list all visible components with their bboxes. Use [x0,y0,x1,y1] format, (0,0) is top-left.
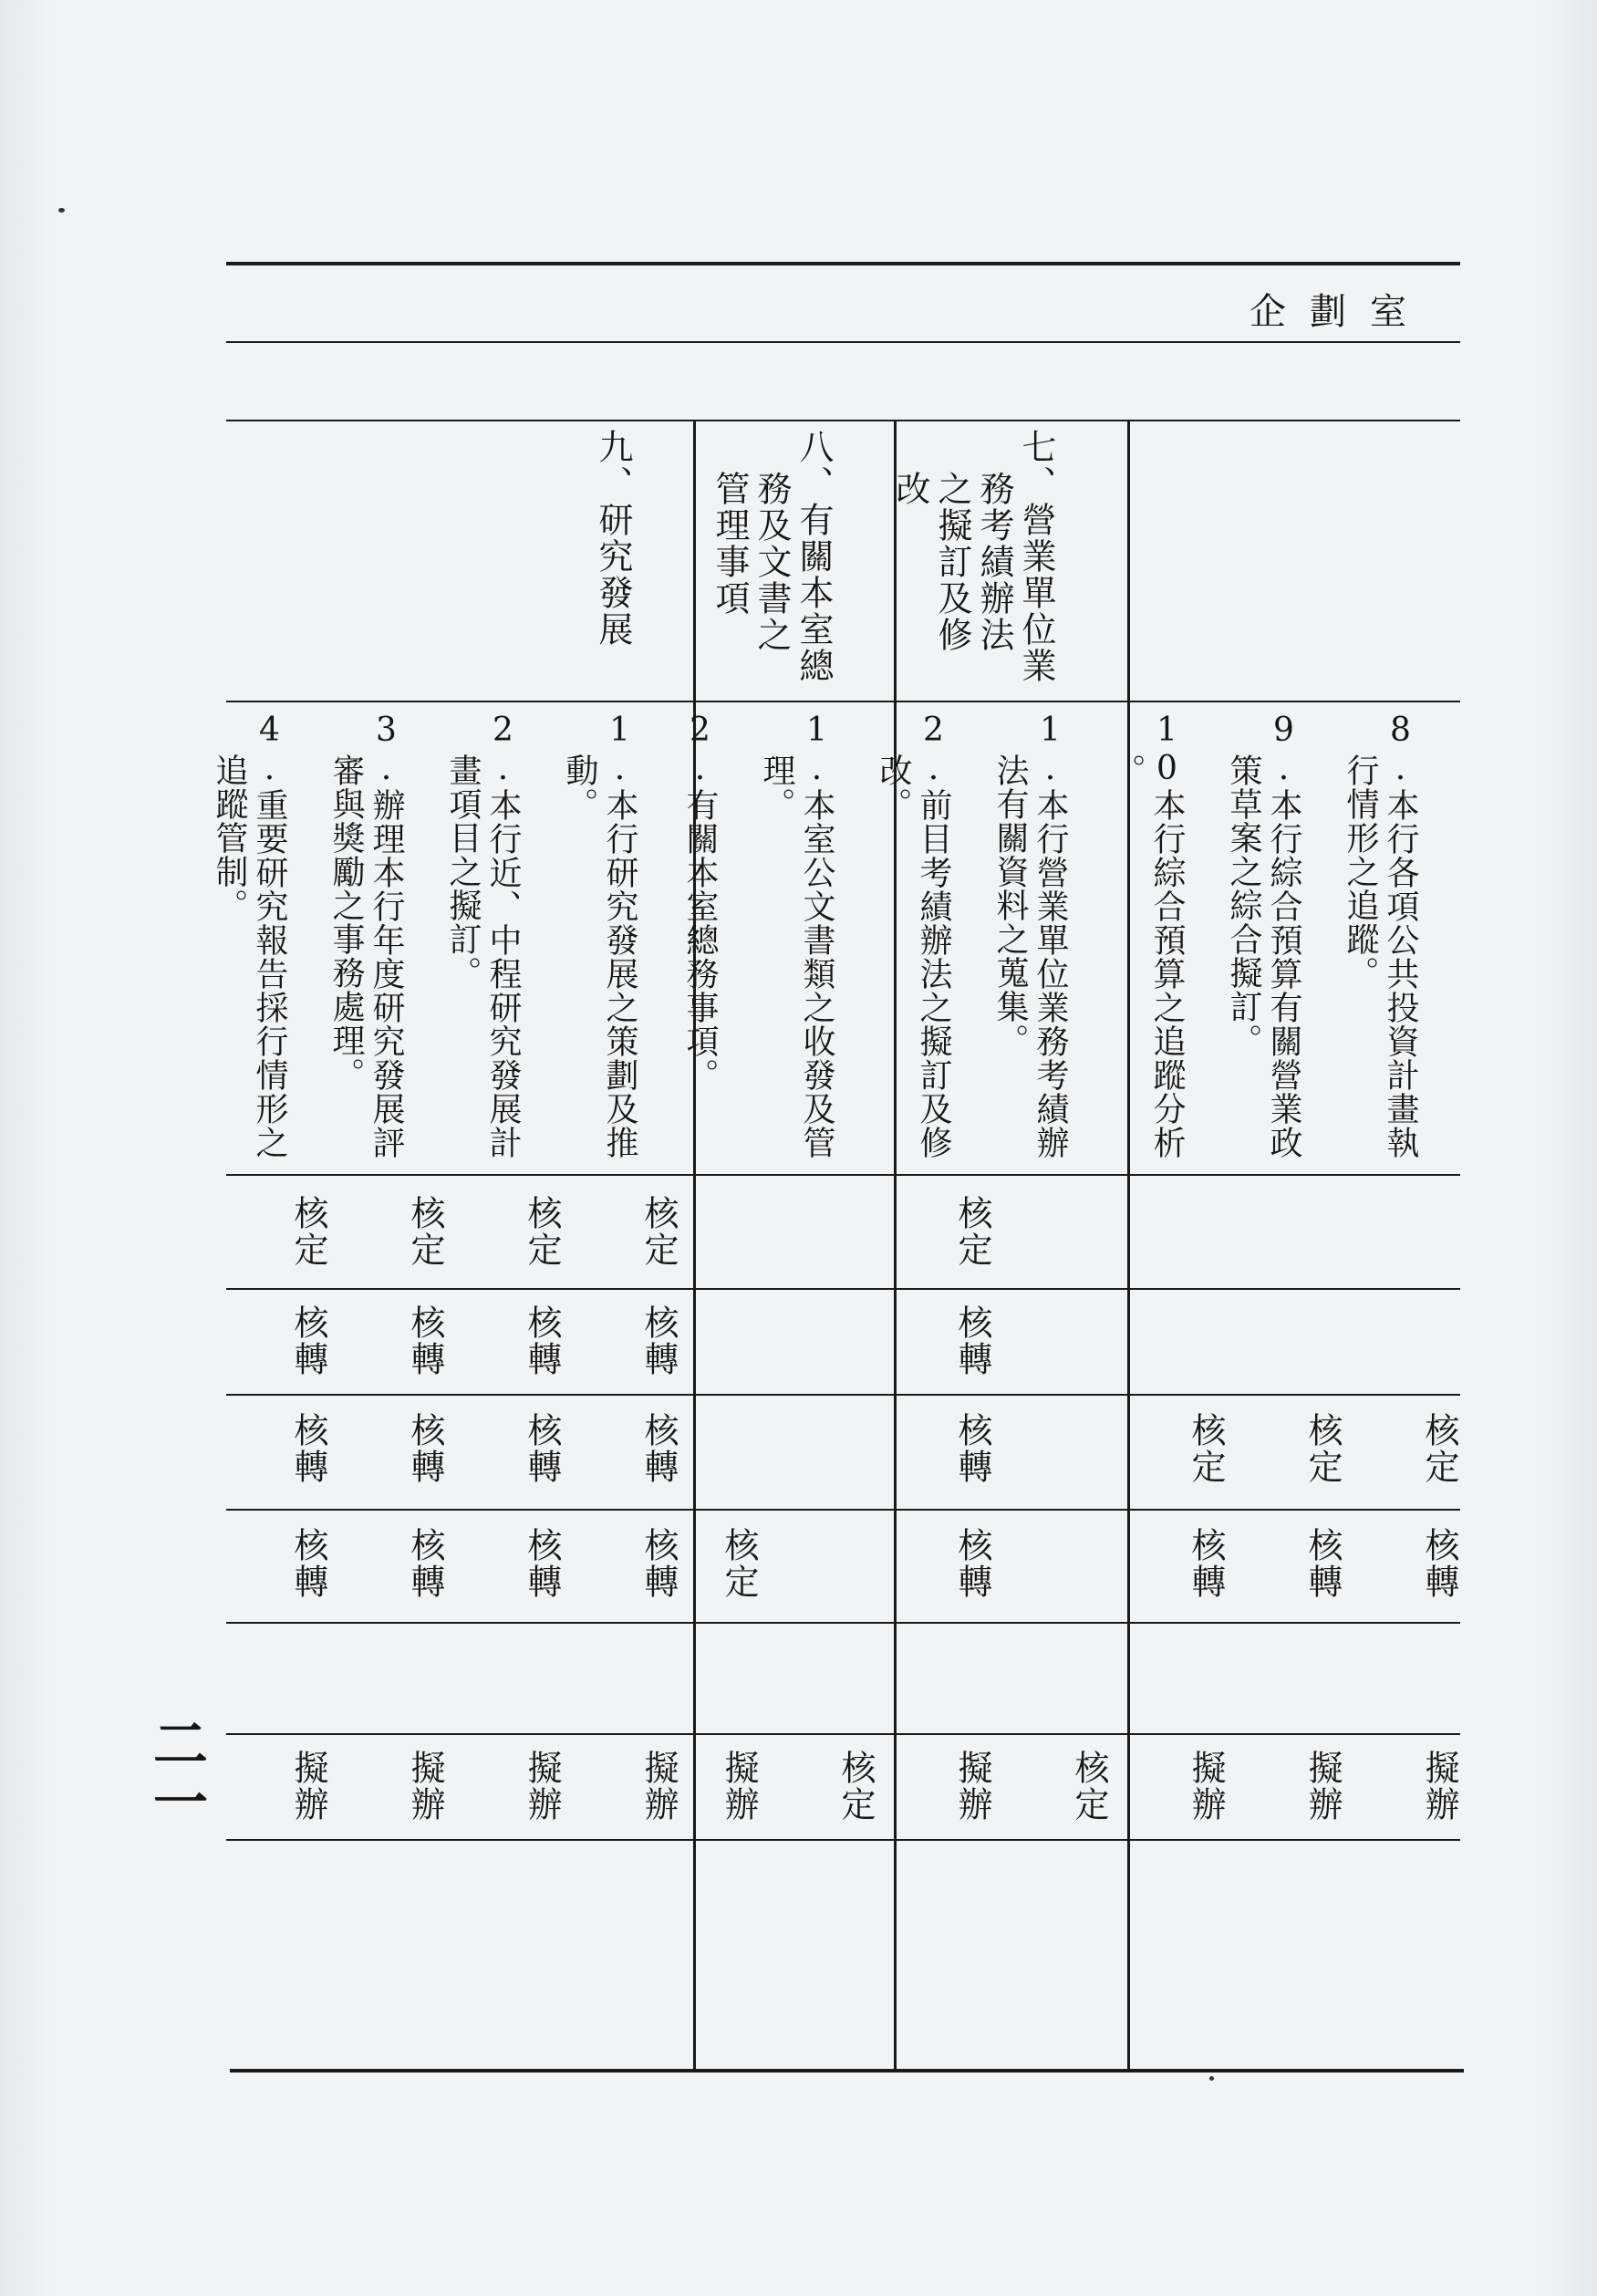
item-7-1 [990,712,1110,1168]
section-bottom-rule [226,701,1460,702]
approval-cell: 核轉 [1302,1527,1343,1600]
approval-cell: 核定 [1419,1412,1459,1485]
row6-rule [226,1839,1460,1841]
row5-rule [226,1733,1460,1735]
section-seven-line3: 之擬訂及修 [932,471,972,653]
item-10 [1106,712,1227,1168]
approval-cell: 核轉 [638,1304,679,1377]
item-9-1-line1: 1.本行研究發展之策劃及推 [601,712,638,1159]
item-7-2 [873,712,993,1168]
approval-cell: 核轉 [405,1304,445,1377]
section-nine-title [592,429,676,693]
approval-cell: 擬辦 [522,1750,562,1823]
item-9-4 [209,712,329,1168]
item-8 [1340,712,1460,1168]
section-eight-line1: 八、有關本室總 [793,429,834,684]
approval-cell: 核定 [288,1195,328,1268]
item-10-line2: 。 [1108,753,1146,787]
section-seven-title [889,429,1099,693]
approval-cell: 擬辦 [288,1750,328,1823]
header-bottom-rule [226,341,1460,343]
approval-cell: 擬辦 [1302,1750,1343,1823]
item-7-2-line1: 2.前目考績辦法之擬訂及修 [915,712,952,1159]
item-9-1-line2: 動。 [561,753,598,821]
approval-cell: 核轉 [288,1304,328,1377]
item-9-2-line2: 畫項目之擬訂。 [444,753,482,990]
section-seven-line4: 改 [890,471,930,507]
item-7-1-line2: 法有關資料之蒐集。 [991,753,1029,1057]
section-seven-line1: 七、營業單位業 [1016,429,1056,684]
item-9-2 [442,712,563,1168]
item-8-2-line1: 2.有關本室總務事項。 [681,712,719,1092]
approval-cell: 核定 [835,1750,876,1823]
approval-cell: 核轉 [952,1304,992,1377]
row2-rule [226,1394,1460,1396]
item-9-line1: 9.本行綜合預算有關營業政 [1265,712,1302,1159]
approval-cell: 核轉 [288,1412,328,1485]
approval-cell: 核轉 [405,1412,445,1485]
item-9-line2: 策草案之綜合擬訂。 [1225,753,1262,1057]
approval-cell: 核轉 [952,1412,992,1485]
approval-cell: 核定 [522,1195,562,1268]
approval-cell: 核轉 [638,1412,679,1485]
item-8-1 [756,712,876,1168]
item-9-4-line2: 追蹤管制。 [211,753,248,922]
approval-cell: 擬辦 [1419,1750,1459,1823]
approval-cell: 核定 [1069,1750,1109,1823]
approval-cell: 擬辦 [1186,1750,1226,1823]
item-7-2-line2: 改。 [875,753,912,821]
divider-seven-left [1127,421,1130,2071]
items-bottom-rule [226,1174,1460,1176]
stray-dot [1209,2076,1214,2081]
section-nine-line1: 九、研究發展 [593,429,633,648]
section-eight-line2: 務及文書之 [752,471,792,653]
stray-mark [58,208,65,213]
item-10-line1: 10本行綜合預算之追蹤分析 [1148,712,1186,1159]
item-9-3-line1: 3.辦理本行年度研究發展評 [368,712,405,1159]
approval-cell: 核轉 [522,1527,562,1600]
item-8-line2: 行情形之追蹤。 [1342,753,1379,990]
approval-cell: 核定 [1186,1412,1226,1485]
item-9 [1223,712,1343,1168]
item-9-3 [326,712,446,1168]
approval-cell: 核轉 [522,1412,562,1485]
approval-cell: 核轉 [952,1527,992,1600]
page-number: 二一 [144,1715,208,1832]
section-top-rule [226,420,1460,421]
approval-cell: 核定 [1302,1412,1343,1485]
section-seven-line2: 務考績辦法 [974,471,1014,653]
item-8-2 [679,712,760,1168]
item-8-1-line1: 1.本室公文書類之收發及管 [798,712,835,1159]
row1-rule [226,1288,1460,1290]
approval-cell: 擬辦 [952,1750,992,1823]
table-top-rule [226,262,1460,265]
approval-cell: 擬辦 [405,1750,445,1823]
section-eight-title [709,429,876,693]
item-9-3-line2: 審與獎勵之事務處理。 [327,753,365,1091]
row3-rule [226,1509,1460,1511]
approval-cell: 核定 [719,1527,759,1600]
approval-cell: 核轉 [1186,1527,1226,1600]
item-9-4-line1: 4.重要研究報告採行情形之 [251,712,288,1159]
item-9-1 [559,712,679,1168]
approval-cell: 核轉 [405,1527,445,1600]
approval-cell: 核定 [952,1195,992,1268]
unit-header: 企劃室 [1250,291,1430,333]
approval-cell: 核轉 [638,1527,679,1600]
table-bottom-rule [230,2069,1464,2073]
item-9-2-line1: 2.本行近、中程研究發展計 [484,712,522,1159]
approval-cell: 擬辦 [638,1750,679,1823]
item-8-1-line2: 理。 [758,753,795,821]
approval-cell: 核定 [638,1195,679,1268]
approval-cell: 核定 [405,1195,445,1268]
approval-cell: 擬辦 [719,1750,759,1823]
approval-cell: 核轉 [288,1527,328,1600]
section-eight-line3: 管理事項 [710,471,750,617]
approval-cell: 核轉 [1419,1527,1459,1600]
divider-nine-left [693,421,696,2071]
row4-rule [226,1622,1460,1624]
item-8-line1: 8.本行各項公共投資計畫執 [1382,712,1419,1159]
approval-cell: 核轉 [522,1304,562,1377]
item-7-1-line1: 1.本行營業單位業務考績辦 [1032,712,1069,1159]
